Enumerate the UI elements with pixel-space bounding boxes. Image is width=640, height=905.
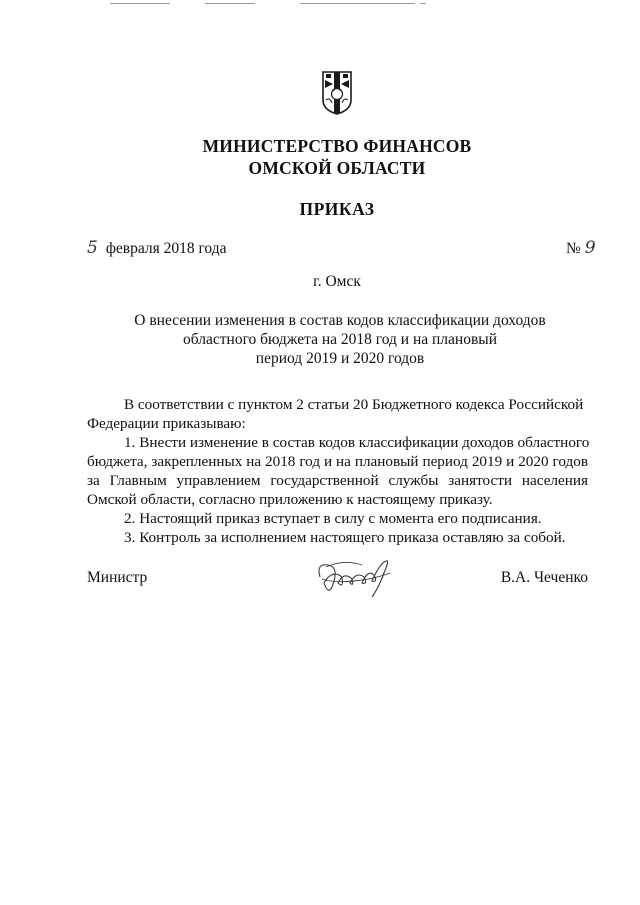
item-1-line: бюджета, закрепленных на 2018 год и на плановый период 2019 и 2020 годов	[87, 453, 588, 470]
order-subject	[100, 311, 580, 368]
ministry-name-line2: ОМСКОЙ ОБЛАСТИ	[248, 158, 426, 178]
item-1-line: 1. Внести изменение в состав кодов классификации доходов областного	[124, 434, 590, 451]
ministry-name-line1: МИНИСТЕРСТВО ФИНАНСОВ	[202, 136, 472, 156]
scan-artifact-line	[300, 3, 415, 4]
scan-artifact-line	[420, 3, 426, 4]
intro-paragraph-line: В соответствии с пунктом 2 статьи 20 Бюджетного кодекса Российской	[124, 396, 584, 413]
order-body	[87, 395, 588, 547]
item-1-line: за Главным управлением государственной службы занятости населения	[87, 472, 588, 489]
order-date-text: февраля 2018 года	[105, 240, 227, 257]
document-type-title: ПРИКАЗ	[299, 199, 375, 219]
subject-line: О внесении изменения в состав кодов классификации доходов	[134, 312, 546, 329]
scan-artifact-line	[205, 3, 255, 4]
item-2: 2. Настоящий приказ вступает в силу с момента его подписания.	[124, 510, 542, 527]
order-number-label: №	[566, 240, 581, 257]
order-date	[87, 238, 227, 258]
signatory-name: В.А. Чеченко	[500, 569, 588, 586]
subject-line: областного бюджета на 2018 год и на плановый	[183, 331, 497, 348]
order-number	[566, 238, 596, 258]
order-city: г. Омск	[313, 273, 361, 290]
intro-paragraph-line: Федерации приказываю:	[87, 415, 246, 432]
handwritten-signature	[314, 553, 396, 603]
scan-artifact-line	[110, 3, 170, 4]
item-1-line: Омской области, согласно приложению к настоящему приказу.	[87, 491, 493, 508]
order-day-handwritten: 5	[87, 238, 98, 258]
subject-line: период 2019 и 2020 годов	[255, 350, 425, 367]
order-number-handwritten: 9	[584, 238, 596, 258]
item-3: 3. Контроль за исполнением настоящего приказа оставляю за собой.	[124, 529, 566, 546]
coat-of-arms-icon	[321, 70, 353, 116]
signatory-title: Министр	[87, 569, 148, 586]
